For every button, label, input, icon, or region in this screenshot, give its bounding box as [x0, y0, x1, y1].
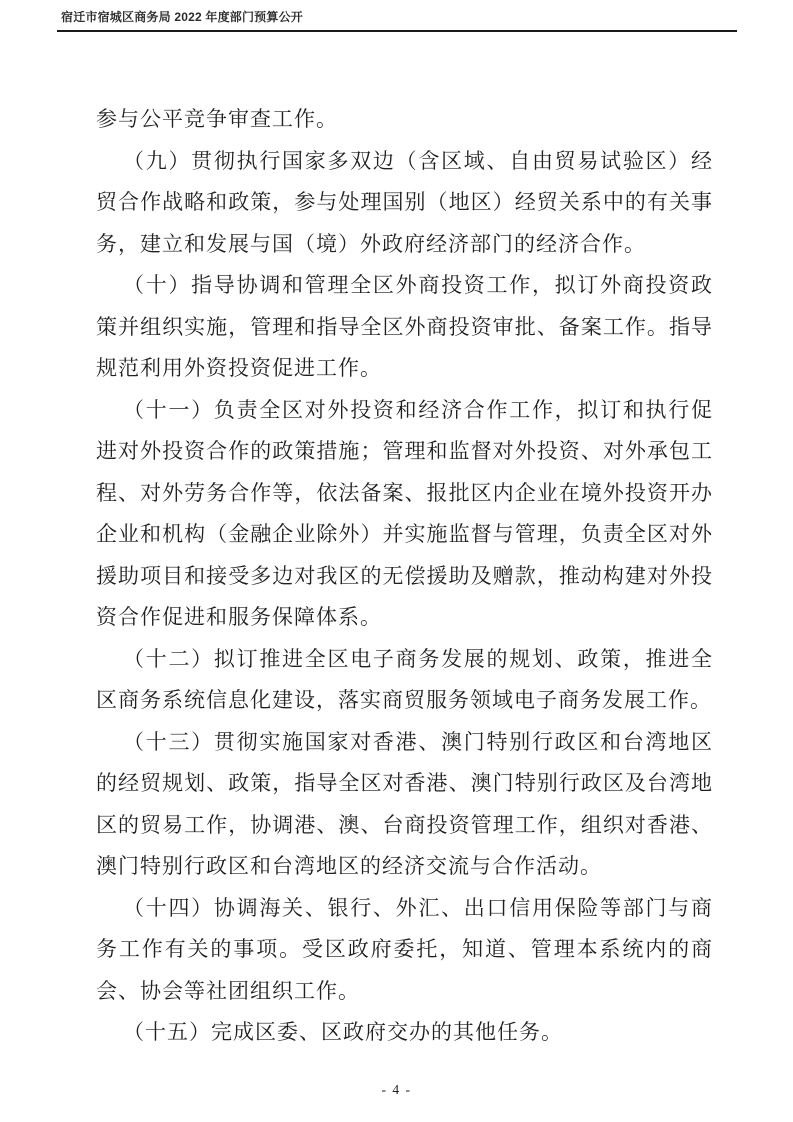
paragraph-item-15: （十五）完成区委、区政府交办的其他任务。 — [123, 1020, 563, 1044]
paragraph-item-11: （十一）负责全区对外投资和经济合作工作，拟订和执行促进对外投资合作的政策措施；管理和监督对外投资、对外承包工程、对外劳务合作等，依法备案、报批区内企业在境外投资开办企业和机构（金融企业除外）并实施监督与管理，负责全区对外援助项目和接受多边对我区的无偿援助及赠款，推动构建对外投资合作促进和服务保障体系。 — [96, 397, 713, 629]
paragraph-item-12: （十二）拟订推进全区电子商务发展的规划、政策，推进全区商务系统信息化建设，落实商贸服务领域电子商务发展工作。 — [96, 646, 713, 712]
page-number: - 4 - — [381, 1082, 412, 1097]
paragraph-item-9: （九）贯彻执行国家多双边（含区域、自由贸易试验区）经贸合作战略和政策，参与处理国别（地区）经贸关系中的有关事务，建立和发展与国（境）外政府经济部门的经济合作。 — [96, 148, 713, 256]
page-header-title: 宿迁市宿城区商务局 2022 年度部门预算公开 — [61, 10, 303, 24]
paragraph-item-14: （十四）协调海关、银行、外汇、出口信用保险等部门与商务工作有关的事项。受区政府委托，知道、管理本系统内的商会、协会等社团组织工作。 — [96, 895, 713, 1003]
header-rule — [57, 30, 737, 32]
paragraph-continuation: 参与公平竞争审查工作。 — [96, 107, 338, 131]
paragraph-item-13: （十三）贯彻实施国家对香港、澳门特别行政区和台湾地区的经贸规划、政策，指导全区对香港、澳门特别行政区及台湾地区的贸易工作，协调港、澳、台商投资管理工作，组织对香港、澳门特别行政区和台湾地区的经济交流与合作活动。 — [96, 729, 713, 878]
paragraph-item-10: （十）指导协调和管理全区外商投资工作，拟订外商投资政策并组织实施，管理和指导全区外商投资审批、备案工作。指导规范利用外资投资促进工作。 — [96, 273, 713, 380]
document-body — [96, 99, 713, 1054]
